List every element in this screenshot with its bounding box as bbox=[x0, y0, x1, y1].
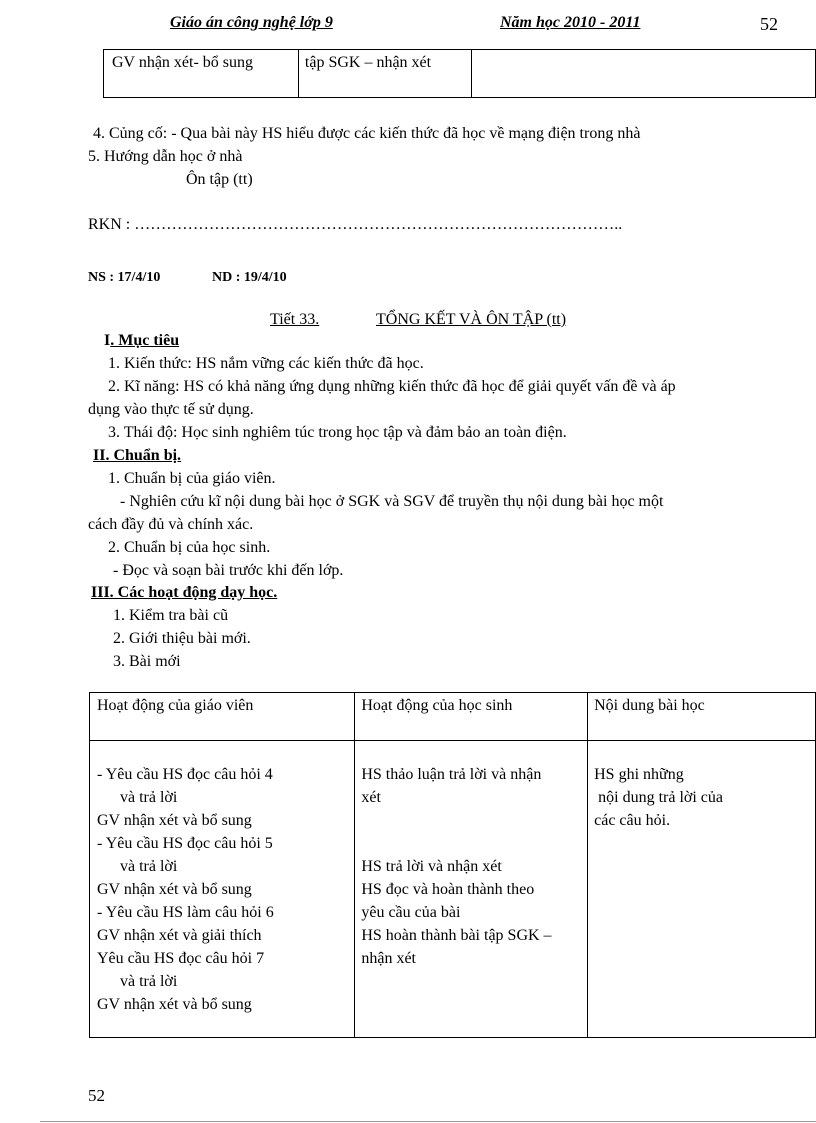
activity-cell-student bbox=[355, 741, 588, 1038]
top-table-cell-teacher bbox=[104, 50, 299, 98]
student-line: nhận xét bbox=[361, 950, 416, 967]
student-line: HS hoàn thành bài tập SGK – bbox=[361, 927, 552, 944]
homework-title: 5. Hướng dẫn học ở nhà bbox=[88, 148, 243, 165]
lesson-number: Tiết 33. bbox=[270, 311, 320, 328]
page-bottom-divider bbox=[40, 1121, 816, 1122]
top-table-cell-content bbox=[471, 50, 815, 98]
student-line: HS đọc và hoàn thành theo bbox=[361, 881, 535, 898]
teacher-line: GV nhận xét và giải thích bbox=[97, 927, 262, 944]
teacher-line: Yêu cầu HS đọc câu hỏi 7 bbox=[97, 950, 265, 967]
activity-cell-content bbox=[588, 741, 816, 1038]
section1-heading-rest: . Mục tiêu bbox=[110, 332, 180, 349]
top-table-text-teacher: GV nhận xét- bổ sung bbox=[112, 54, 254, 71]
teacher-line: GV nhận xét và bổ sung bbox=[97, 996, 252, 1013]
section1-heading-prefix: I bbox=[104, 332, 111, 349]
top-table bbox=[103, 49, 816, 98]
section3-heading: III. Các hoạt động dạy học. bbox=[91, 584, 278, 601]
content-line: các câu hỏi. bbox=[594, 812, 671, 829]
section3-item-new: 3. Bài mới bbox=[113, 653, 181, 670]
teacher-line: - Yêu cầu HS đọc câu hỏi 5 bbox=[97, 835, 273, 852]
student-line: xét bbox=[361, 789, 381, 806]
section3-item-review: 1. Kiểm tra bài cũ bbox=[113, 607, 229, 624]
activity-table bbox=[89, 692, 816, 1038]
activity-header-student bbox=[355, 693, 588, 741]
teacher-line: và trả lời bbox=[120, 973, 178, 990]
top-table-cell-student bbox=[298, 50, 471, 98]
section1-item-attitude: 3. Thái độ: Học sinh nghiêm túc trong học tập và đảm bảo an toàn điện. bbox=[108, 424, 567, 441]
activity-header-teacher-text: Hoạt động của giáo viên bbox=[97, 697, 254, 714]
activity-header-teacher bbox=[90, 693, 355, 741]
section2-heading: II. Chuẩn bị. bbox=[93, 447, 182, 464]
section2-item-teacher-detail-cont: cách đầy đủ và chính xác. bbox=[88, 516, 254, 533]
section1-item-skill-cont: dụng vào thực tế sử dụng. bbox=[88, 401, 254, 418]
top-table-text-student: tập SGK – nhận xét bbox=[304, 54, 432, 71]
lesson-title: TỔNG KẾT VÀ ÔN TẬP (tt) bbox=[376, 311, 567, 328]
teacher-line: và trả lời bbox=[120, 789, 178, 806]
content-line: HS ghi những bbox=[594, 766, 684, 783]
section3-item-intro: 2. Giới thiệu bài mới. bbox=[113, 630, 251, 647]
teacher-line: - Yêu cầu HS làm câu hỏi 6 bbox=[97, 904, 274, 921]
student-line: HS trả lời và nhận xét bbox=[361, 858, 502, 875]
section2-item-teacher: 1. Chuẩn bị của giáo viên. bbox=[108, 470, 276, 487]
section1-item-knowledge: 1. Kiến thức: HS nắm vững các kiến thức đã học. bbox=[108, 355, 424, 372]
header-doc-title: Giáo án công nghệ lớp 9 bbox=[170, 14, 333, 31]
footer-page-number: 52 bbox=[88, 1086, 105, 1105]
activity-header-content-text: Nội dung bài học bbox=[594, 697, 705, 714]
header-page-number: 52 bbox=[760, 14, 778, 34]
student-line: HS thảo luận trả lời và nhận bbox=[361, 766, 542, 783]
section2-item-student: 2. Chuẩn bị của học sinh. bbox=[108, 539, 271, 556]
date-nd: ND : 19/4/10 bbox=[212, 270, 287, 285]
rkn-line: RKN : ……………………………………………………………………………….. bbox=[88, 216, 623, 233]
section2-item-teacher-detail: - Nghiên cứu kĩ nội dung bài học ở SGK và SGV để truyền thụ nội dung bài học một bbox=[120, 493, 664, 510]
teacher-line: - Yêu cầu HS đọc câu hỏi 4 bbox=[97, 766, 273, 783]
student-line: yêu cầu của bài bbox=[361, 904, 461, 921]
teacher-line: GV nhận xét và bổ sung bbox=[97, 812, 252, 829]
activity-header-student-text: Hoạt động của học sinh bbox=[361, 697, 513, 714]
teacher-line: GV nhận xét và bổ sung bbox=[97, 881, 252, 898]
section2-item-student-detail: - Đọc và soạn bài trước khi đến lớp. bbox=[113, 562, 344, 579]
activity-cell-teacher bbox=[90, 741, 355, 1038]
consolidation-text: 4. Củng cố: - Qua bài này HS hiểu được các kiến thức đã học về mạng điện trong nhà bbox=[93, 125, 641, 142]
activity-header-content bbox=[588, 693, 816, 741]
date-ns: NS : 17/4/10 bbox=[88, 270, 161, 285]
section1-heading bbox=[104, 332, 179, 350]
homework-item: Ôn tập (tt) bbox=[186, 171, 253, 188]
header-school-year: Năm học 2010 - 2011 bbox=[500, 14, 641, 31]
section1-item-skill: 2. Kĩ năng: HS có khả năng ứng dụng những kiến thức đã học để giải quyết vấn đề và áp bbox=[108, 378, 676, 395]
content-line: nội dung trả lời của bbox=[598, 789, 723, 806]
teacher-line: và trả lời bbox=[120, 858, 178, 875]
